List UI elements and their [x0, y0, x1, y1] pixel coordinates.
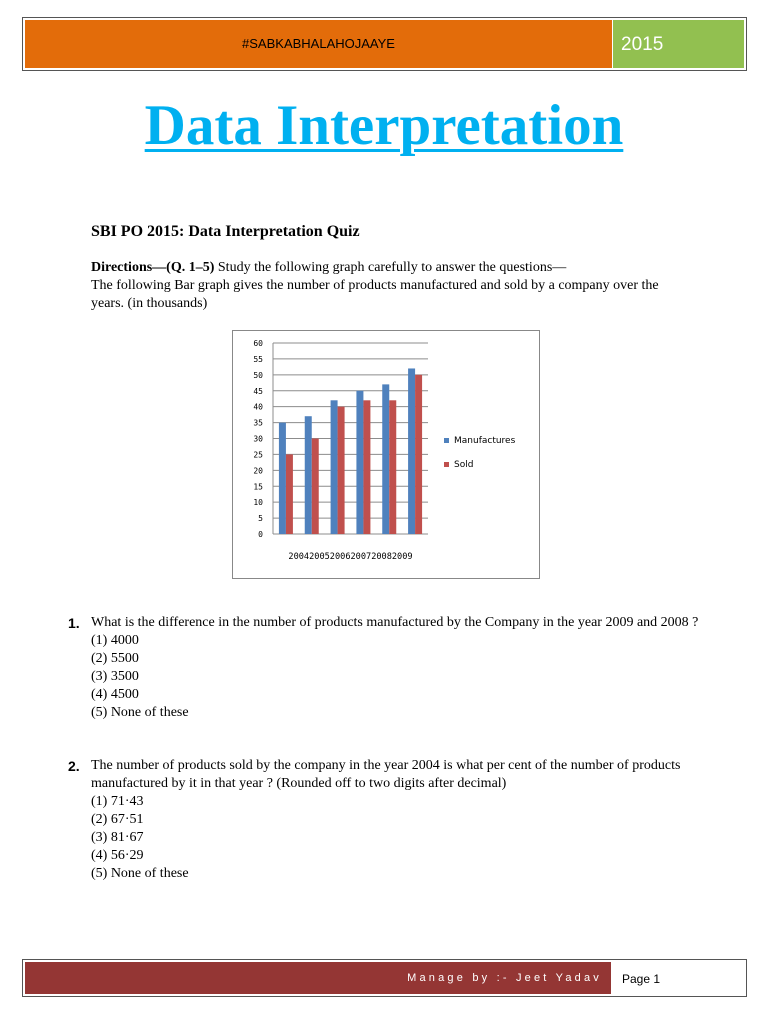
question-number: 1.: [68, 615, 80, 631]
answer-option: (2) 67·51: [91, 812, 144, 827]
page-number: Page 1: [622, 972, 661, 986]
y-tick-label: 5: [258, 514, 263, 524]
bar-sold-2007: [363, 400, 370, 534]
bar-sold-2005: [312, 439, 319, 535]
y-tick-label: 55: [253, 354, 263, 364]
answer-option: (3) 3500: [91, 669, 139, 684]
y-tick-label: 25: [253, 450, 263, 460]
bar-manufactures-2009: [408, 368, 415, 534]
directions-line1: Study the following graph carefully to answer the questions—: [214, 260, 567, 275]
header-hashtag: #SABKABHALAHOJAAYE: [242, 36, 395, 51]
y-tick-label: 15: [253, 482, 263, 492]
bar-chart: [232, 330, 540, 579]
legend-swatch: [444, 438, 449, 443]
bar-manufactures-2004: [279, 423, 286, 534]
bar-manufactures-2005: [305, 416, 312, 534]
bar-sold-2008: [389, 400, 396, 534]
legend-swatch: [444, 462, 449, 467]
bar-sold-2006: [338, 407, 345, 534]
bar-sold-2009: [415, 375, 422, 534]
x-tick-labels: 200420052006200720082009: [288, 552, 413, 562]
answer-option: (3) 81·67: [91, 830, 144, 845]
y-tick-label: 10: [253, 498, 263, 508]
bar-manufactures-2006: [331, 400, 338, 534]
y-tick-label: 50: [253, 370, 263, 380]
directions-label: Directions—(Q. 1–5): [91, 260, 215, 275]
header-year: 2015: [621, 34, 664, 55]
answer-option: (5) None of these: [91, 866, 189, 881]
y-tick-label: 40: [253, 402, 263, 412]
y-tick-label: 45: [253, 386, 263, 396]
directions-line2: The following Bar graph gives the number of products manufactured and sold by a company over the years. (in thousands): [91, 278, 659, 311]
answer-option: (4) 56·29: [91, 848, 144, 863]
y-tick-label: 30: [253, 434, 263, 444]
answer-option: (1) 71·43: [91, 794, 144, 809]
y-tick-label: 0: [258, 530, 263, 539]
bar-manufactures-2008: [382, 384, 389, 534]
answer-option: (4) 4500: [91, 687, 139, 702]
y-tick-label: 20: [253, 466, 263, 476]
page-title: Data Interpretation: [144, 94, 624, 157]
question-text: What is the difference in the number of products manufactured by the Company in the year 2009 and 2008 ?: [91, 615, 699, 630]
y-tick-label: 35: [253, 418, 263, 428]
directions: [91, 259, 691, 313]
legend-label: Sold: [454, 460, 474, 470]
question-number: 2.: [68, 758, 80, 774]
y-tick-label: 60: [253, 339, 263, 348]
legend-label: Manufactures: [454, 436, 516, 446]
bar-manufactures-2007: [356, 391, 363, 534]
answer-option: (2) 5500: [91, 651, 139, 666]
question-text: The number of products sold by the company in the year 2004 is what per cent of the number of products manufactured by it in that year ? (Rounded off to two digits after decimal): [91, 758, 681, 791]
question-1: [68, 614, 708, 722]
answer-option: (1) 4000: [91, 633, 139, 648]
bar-sold-2004: [286, 454, 293, 534]
quiz-title: SBI PO 2015: Data Interpretation Quiz: [91, 223, 360, 240]
answer-option: (5) None of these: [91, 705, 189, 720]
question-2: [68, 757, 708, 883]
footer-credit: Manage by :- Jeet Yadav: [407, 972, 602, 984]
bar-chart-svg: [233, 331, 539, 578]
